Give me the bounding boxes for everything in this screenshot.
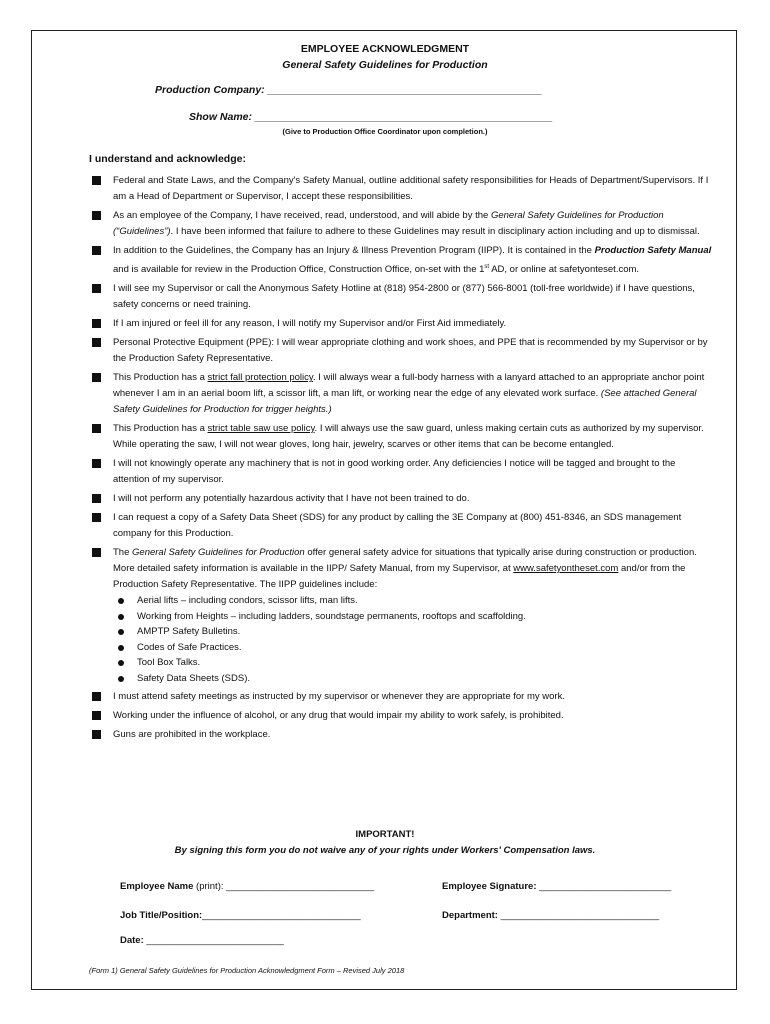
text-segment: . I will always use the saw guard, unless making certain cuts as authorized by my supervisor. While operating the saw, I will not wear gloves, long hair, jewelry, scarves or other items that can be become entangled. <box>113 423 704 451</box>
text-segment: I will not perform any potentially hazardous activity that I have not been trained to do. <box>113 493 470 505</box>
acknowledgment-text <box>113 689 714 705</box>
text-segment: AD, or online at safetyonteset.com. <box>489 264 640 276</box>
acknowledgment-text <box>113 545 714 593</box>
employee-name-hint: (print): <box>193 881 224 892</box>
acknowledgment-item <box>89 545 714 686</box>
square-bullet-icon <box>92 730 101 739</box>
job-title-label: Job Title/Position: <box>120 910 203 921</box>
form-footer: (Form 1) General Safety Guidelines for Production Acknowledgment Form – Revised July 2018 <box>89 966 405 975</box>
text-segment: offer general safety advice for situations that typically arise during construction or production. More detailed safety information is available in the IIPP/ Safety Manual, from my Supervisor, at <box>113 547 697 575</box>
square-bullet-icon <box>92 459 101 468</box>
text-segment: If I am injured or feel ill for any reason, I will notify my Supervisor and/or First Aid immediately. <box>113 318 507 330</box>
date-line[interactable]: __________________________ <box>143 935 284 946</box>
acknowledgment-item <box>89 370 714 418</box>
square-bullet-icon <box>92 284 101 293</box>
text-segment: Guns are prohibited in the workplace. <box>113 729 271 741</box>
important-note: By signing this form you do not waive any of your rights under Workers' Compensation laws. <box>174 845 596 856</box>
acknowledgment-item <box>89 281 714 313</box>
acknowledgment-item <box>89 316 714 332</box>
round-bullet-icon <box>118 598 124 604</box>
iipp-guideline-text: Aerial lifts – including condors, scissor lifts, man lifts. <box>137 595 358 607</box>
acknowledgment-item <box>89 243 714 278</box>
iipp-guideline-item <box>113 609 714 625</box>
square-bullet-icon <box>92 319 101 328</box>
round-bullet-icon <box>118 660 124 666</box>
square-bullet-icon <box>92 176 101 185</box>
square-bullet-icon <box>92 424 101 433</box>
acknowledgment-item <box>89 689 714 705</box>
square-bullet-icon <box>92 711 101 720</box>
show-name-field[interactable]: Show Name: ___________________________________________________ <box>189 111 553 123</box>
acknowledgment-text <box>113 421 714 453</box>
text-segment: I will see my Supervisor or call the Anonymous Safety Hotline at (818) 954-2800 or (877) 566-8001 (toll-free worldwide) if I have questions, safety concerns or need training. <box>113 283 695 311</box>
acknowledgment-text <box>113 708 714 724</box>
text-segment: Working under the influence of alcohol, or any drug that would impair my ability to work safely, is prohibited. <box>113 710 564 722</box>
text-segment: Personal Protective Equipment (PPE): I will wear appropriate clothing and work shoes, and PPE that is recommended by my Supervisor or by the Production Safety Representative. <box>113 337 708 365</box>
iipp-guideline-text: AMPTP Safety Bulletins. <box>137 626 241 638</box>
text-segment: General Safety Guidelines for Production <box>132 547 305 559</box>
acknowledgment-item <box>89 727 714 743</box>
text-segment: The <box>113 547 133 559</box>
completion-note: (Give to Production Office Coordinator upon completion.) <box>282 127 488 136</box>
iipp-guideline-text: Working from Heights – including ladders, soundstage permanents, rooftops and scaffolding. <box>137 610 526 622</box>
round-bullet-icon <box>118 629 124 635</box>
acknowledgment-text <box>113 456 714 488</box>
text-segment: Production Safety Manual <box>594 245 712 256</box>
iipp-guideline-item <box>113 671 714 687</box>
department-field[interactable] <box>442 910 659 921</box>
employee-signature-field[interactable] <box>442 881 671 892</box>
iipp-guideline-text: Safety Data Sheets (SDS). <box>137 672 250 684</box>
employee-signature-label: Employee Signature: <box>442 881 537 892</box>
square-bullet-icon <box>92 246 101 255</box>
iipp-guideline-item <box>113 640 714 656</box>
text-segment: Federal and State Laws, and the Company's Safety Manual, outline additional safety responsibilities for Heads of Department/Supervisors. If I am a Head of Department or Supervisor, I accept these responsibilities. <box>113 175 709 202</box>
text-segment: This Production has a <box>113 372 208 384</box>
square-bullet-icon <box>92 373 101 382</box>
square-bullet-icon <box>92 494 101 503</box>
text-segment: and is available for review in the Production Office, Construction Office, on-set with the 1 <box>113 264 485 276</box>
round-bullet-icon <box>118 676 124 682</box>
production-company-field[interactable]: Production Company: _______________________________________________ <box>155 84 543 96</box>
department-label: Department: <box>442 910 498 921</box>
square-bullet-icon <box>92 548 101 557</box>
acknowledgment-item <box>89 335 714 367</box>
underlined-text: strict fall protection policy <box>207 372 313 384</box>
acknowledgment-list <box>89 173 714 746</box>
round-bullet-icon <box>118 645 124 651</box>
acknowledge-heading: I understand and acknowledge: <box>89 153 246 165</box>
text-segment: st <box>484 264 490 270</box>
employee-name-label: Employee Name <box>120 881 194 892</box>
iipp-guideline-text: Codes of Safe Practices. <box>137 641 242 653</box>
underlined-text: www.safetyontheset.com <box>513 563 619 575</box>
job-title-line[interactable]: ______________________________ <box>202 910 361 921</box>
iipp-guideline-item <box>113 593 714 609</box>
text-segment: In addition to the Guidelines, the Company has an Injury & Illness Prevention Program (IIPP). It is contained in the <box>113 245 595 256</box>
text-segment: (See attached General Safety Guidelines for Production for trigger heights.) <box>113 388 697 416</box>
employee-signature-line[interactable]: _________________________ <box>536 881 672 892</box>
text-segment: As an employee of the Company, I have received, read, understood, and will abide by the <box>113 210 491 221</box>
date-label: Date: <box>120 935 144 946</box>
underlined-text: strict table saw use policy <box>207 423 315 435</box>
iipp-guideline-list <box>113 593 714 686</box>
acknowledgment-text <box>113 208 714 240</box>
important-heading: IMPORTANT! <box>355 829 415 840</box>
square-bullet-icon <box>92 513 101 522</box>
document-title: EMPLOYEE ACKNOWLEDGMENT <box>300 43 470 55</box>
acknowledgment-text <box>113 173 714 205</box>
acknowledgment-text <box>113 316 714 332</box>
employee-name-line[interactable]: ____________________________ <box>223 881 375 892</box>
acknowledgment-item <box>89 510 714 542</box>
acknowledgment-item <box>89 421 714 453</box>
acknowledgment-text <box>113 370 714 418</box>
acknowledgment-item <box>89 491 714 507</box>
iipp-guideline-item <box>113 624 714 640</box>
square-bullet-icon <box>92 211 101 220</box>
text-segment: . I will always wear a full-body harness with a lanyard attached to an appropriate anchor point whenever I am in an aerial boom lift, a scissor lift, a man lift, or working near the edge of any elevated work surface. <box>113 372 705 400</box>
acknowledgment-item <box>89 173 714 205</box>
job-title-field[interactable] <box>120 910 361 921</box>
acknowledgment-text <box>113 510 714 542</box>
text-segment: I must attend safety meetings as instructed by my supervisor or whenever they are appropriate for my work. <box>113 691 565 703</box>
date-field[interactable] <box>120 935 284 946</box>
text-segment: This Production has a <box>113 423 208 435</box>
acknowledgment-item <box>89 456 714 488</box>
employee-name-field[interactable] <box>120 881 374 892</box>
document-subtitle: General Safety Guidelines for Production <box>282 59 488 71</box>
acknowledgment-text <box>113 491 714 507</box>
text-segment: General Safety Guidelines for Production (“Guidelines”) <box>113 210 664 237</box>
acknowledgment-text <box>113 335 714 367</box>
round-bullet-icon <box>118 614 124 620</box>
acknowledgment-text <box>113 281 714 313</box>
square-bullet-icon <box>92 692 101 701</box>
acknowledgment-item <box>89 208 714 240</box>
text-segment: and/or from the Production Safety Representative. The IIPP guidelines include: <box>113 563 686 591</box>
department-line[interactable]: ______________________________ <box>497 910 660 921</box>
iipp-guideline-text: Tool Box Talks. <box>137 657 201 669</box>
acknowledgment-item <box>89 708 714 724</box>
square-bullet-icon <box>92 338 101 347</box>
acknowledgment-text <box>113 727 714 743</box>
text-segment: I will not knowingly operate any machinery that is not in good working order. Any deficiencies I notice will be tagged and brought to the attention of my supervisor. <box>113 458 676 486</box>
iipp-guideline-item <box>113 655 714 671</box>
acknowledgment-text <box>113 243 714 278</box>
text-segment: I can request a copy of a Safety Data Sheet (SDS) for any product by calling the 3E Company at (800) 451-8346, an SDS management company for this Production. <box>113 512 682 540</box>
text-segment: . I have been informed that failure to adhere to these Guidelines may result in disciplinary action including and up to dismissal. <box>170 226 700 237</box>
